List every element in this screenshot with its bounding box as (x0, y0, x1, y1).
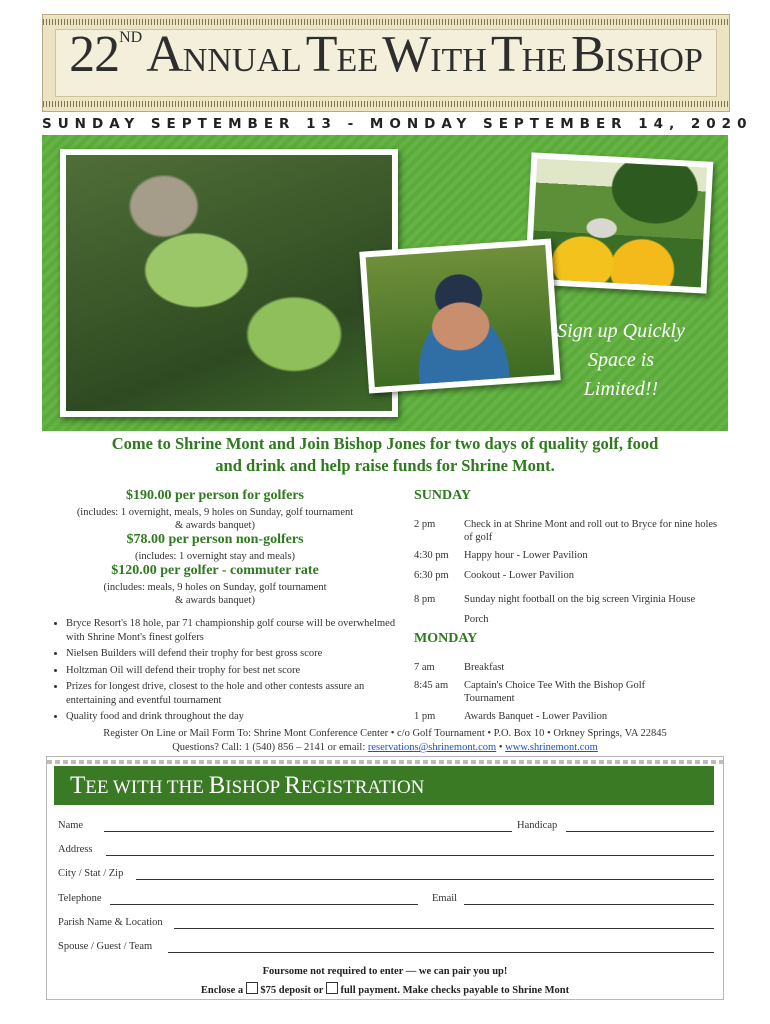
handicap-label: Handicap (517, 820, 558, 831)
title-initial: W (382, 26, 431, 83)
email-label: Email (432, 893, 458, 904)
list-item: • Quality food and drink throughout the day (66, 710, 406, 724)
name-label: Name (58, 820, 84, 831)
telephone-label: Telephone (58, 893, 102, 904)
title-rest: EE (336, 42, 379, 79)
city-field[interactable] (136, 879, 714, 880)
schedule-desc: Captain's Choice Tee With the Bishop Golf Tournament (464, 680, 646, 704)
schedule-desc: Sunday night football on the big screen Virginia House Porch (464, 594, 696, 625)
event-dates: SUNDAY SEPTEMBER 13 - MONDAY SEPTEMBER 14, 2020 (42, 116, 753, 132)
schedule-time: 8:45 am (414, 680, 449, 691)
schedule-desc: Happy hour - Lower Pavilion (464, 550, 588, 561)
features-list (50, 617, 406, 727)
address-field[interactable] (106, 855, 714, 856)
payment-text: full payment. Make checks payable to Shrine Mont (337, 985, 570, 996)
schedule-item (414, 710, 719, 723)
deposit-checkbox[interactable] (246, 982, 258, 994)
schedule-time: 8 pm (414, 594, 436, 605)
title-rest: HE (521, 42, 567, 79)
schedule-time: 2 pm (414, 519, 436, 530)
price-note: (includes: meals, 9 holes on Sunday, golf tournament (103, 582, 327, 593)
schedule-item (414, 518, 719, 544)
list-item: • Holtzman Oil will defend their trophy for best net score (66, 664, 406, 678)
schedule-time: 1 pm (414, 711, 436, 722)
banner-bottom-stripe (43, 101, 729, 107)
dashed-divider (47, 760, 723, 764)
full-payment-checkbox[interactable] (326, 982, 338, 994)
telephone-field[interactable] (110, 904, 418, 905)
signup-callout (546, 317, 696, 404)
price-note: & awards banquet) (175, 520, 255, 531)
email-link[interactable]: reservations@shrinemont.com (367, 742, 497, 753)
email-field[interactable] (464, 904, 714, 905)
contact-prefix: Questions? Call: 1 (540) 856 – 2141 or email: (172, 742, 368, 753)
title-rest: ITH (430, 42, 487, 79)
event-title (43, 25, 729, 84)
list-item: • Prizes for longest drive, closest to the hole and other contests assure an entertaining and eventful tournament (66, 680, 406, 707)
price-golfers: $190.00 per person for golfers (126, 488, 304, 503)
payment-text: Enclose a (200, 985, 246, 996)
payment-line (42, 982, 728, 996)
schedule-item (414, 661, 719, 674)
monday-heading: MONDAY (414, 631, 478, 646)
schedule-item (414, 590, 719, 630)
schedule-desc: Breakfast (464, 662, 505, 673)
form-title-part: ISHOP (225, 777, 285, 798)
form-title-part: EE WITH THE (85, 777, 209, 798)
bishop-portrait-photo (359, 238, 560, 393)
title-initial: A (146, 26, 183, 83)
parish-label: Parish Name & Location (58, 917, 163, 928)
schedule-desc: Check in at Shrine Mont and roll out to Bryce for nine holes of golf (464, 519, 718, 543)
name-field[interactable] (104, 831, 512, 832)
title-banner (42, 14, 730, 112)
price-note: (includes: 1 overnight, meals, 9 holes on Sunday, golf tournament (76, 507, 354, 518)
photo-panel (42, 135, 728, 431)
mail-address: Register On Line or Mail Form To: Shrine Mont Conference Center • c/o Golf Tournament • P.O. Box 10 • Orkney Springs, VA 22845 (103, 728, 667, 739)
schedule-time: 4:30 pm (414, 550, 449, 561)
signup-line: Limited!! (583, 378, 659, 400)
title-rest: ISHOP (604, 42, 703, 79)
schedule-item (414, 679, 674, 705)
list-item: • Nielsen Builders will defend their trophy for best gross score (66, 647, 406, 661)
title-rest: NNUAL (182, 42, 302, 79)
website-link[interactable]: www.shrinemont.com (505, 742, 598, 753)
parish-field[interactable] (174, 928, 714, 929)
city-label: City / Stat / Zip (58, 868, 124, 879)
registration-info (42, 727, 728, 755)
schedule-time: 6:30 pm (414, 570, 449, 581)
price-non-golfers: $78.00 per person non-golfers (126, 532, 304, 547)
title-initial: T (490, 26, 522, 83)
payment-text: $75 deposit or (257, 985, 326, 996)
price-note: & awards banquet) (175, 595, 255, 606)
schedule-desc: Cookout - Lower Pavilion (464, 570, 574, 581)
title-number: 22 (69, 26, 120, 83)
foursome-note: Foursome not required to enter — we can pair you up! (262, 966, 508, 977)
schedule-item (414, 549, 719, 562)
spouse-label: Spouse / Guest / Team (58, 941, 153, 952)
golf-course-aerial-photo (60, 149, 398, 417)
headline-line: Come to Shrine Mont and Join Bishop Jones for two days of quality golf, food (111, 434, 659, 453)
form-title-part: T (70, 772, 86, 799)
signup-line: Space is (587, 349, 655, 371)
form-title-part: B (208, 772, 226, 799)
spouse-field[interactable] (168, 952, 714, 953)
contact-line (42, 741, 728, 755)
form-title (54, 766, 714, 805)
schedule-time: 7 am (414, 662, 435, 673)
list-item: • Bryce Resort's 18 hole, par 71 championship golf course will be overwhelmed with Shrine Mont's finest golfers (66, 617, 406, 644)
handicap-field[interactable] (566, 831, 714, 832)
schedule-desc: Awards Banquet - Lower Pavilion (464, 711, 608, 722)
headline-line: and drink and help raise funds for Shrine Mont. (215, 456, 555, 475)
sunday-heading: SUNDAY (414, 488, 472, 503)
schedule-item (414, 569, 719, 582)
title-initial: B (570, 26, 605, 83)
signup-line: Sign up Quickly (557, 320, 685, 342)
title-suffix: ND (119, 29, 143, 46)
price-commuter: $120.00 per golfer - commuter rate (111, 563, 319, 578)
form-title-part: R (284, 772, 301, 799)
form-title-part: EGISTRATION (300, 777, 425, 798)
address-label: Address (58, 844, 93, 855)
headline (42, 433, 728, 477)
title-initial: T (305, 26, 337, 83)
separator: • (496, 742, 506, 753)
price-note: (includes: 1 overnight stay and meals) (134, 551, 296, 562)
